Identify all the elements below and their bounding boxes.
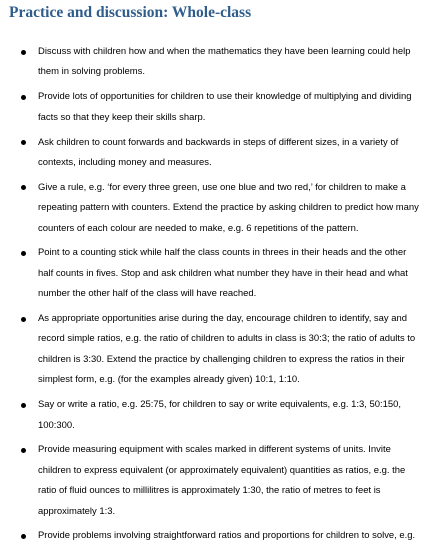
bullet-text-line: facts so that they keep their skills sharp. xyxy=(38,111,206,123)
bullet-item xyxy=(0,309,432,391)
bullet-text-line: record simple ratios, e.g. the ratio of children to adults in class is 30:3; the ratio of adults to xyxy=(38,333,416,345)
bullet-text-line: children is 3:30. Extend the practice by challenging children to express the ratios in their xyxy=(38,353,405,365)
bullet-text-line: 100:300. xyxy=(38,419,75,431)
bullet-text-line: Give a rule, e.g. ‘for every three green, use one blue and two red,’ for children to make a xyxy=(38,181,406,193)
bullet-text-line: As appropriate opportunities arise during the day, encourage children to identify, say and xyxy=(38,313,407,325)
bullet-item xyxy=(0,133,432,174)
bullet-item xyxy=(0,42,432,83)
bullet-item xyxy=(0,178,432,239)
bullet-item xyxy=(0,243,432,304)
bullet-item xyxy=(0,395,432,436)
bullet-text-line: number the other half of the class will have reached. xyxy=(38,288,257,300)
bullet-text-line: repeating pattern with counters. Extend the practice by asking children to predict how many xyxy=(38,202,419,214)
bullet-item xyxy=(0,526,432,546)
bullet-item xyxy=(0,440,432,522)
bullet-text-line: Discuss with children how and when the mathematics they have been learning could help xyxy=(38,46,411,57)
bullet-text-line: Point to a counting stick while half the class counts in threes in their heads and the other xyxy=(38,247,407,259)
bullet-dot-icon xyxy=(21,50,26,55)
bullet-dot-icon xyxy=(21,140,26,145)
bullet-text-line: counters of each colour are needed to make, e.g. 6 repetitions of the pattern. xyxy=(38,222,359,234)
bullet-text-line: Say or write a ratio, e.g. 25:75, for children to say or write equivalents, e.g. 1:3, 50:150, xyxy=(38,399,402,411)
bullet-dot-icon xyxy=(21,317,26,322)
bullet-text-line: ratio of fluid ounces to millilitres is approximately 1:30, the ratio of metres to feet is xyxy=(38,485,381,497)
bullet-dot-icon xyxy=(21,403,26,408)
bullet-text-line: them in solving problems. xyxy=(38,66,146,78)
bullet-dot-icon xyxy=(21,448,26,453)
bullet-text-line: Provide measuring equipment with scales marked in different systems of units. Invite xyxy=(38,444,391,456)
bullet-list xyxy=(0,42,432,551)
bullet-dot-icon xyxy=(21,251,26,256)
bullet-item xyxy=(0,87,432,128)
bullet-text-line: contexts, including money and measures. xyxy=(38,156,212,168)
bullet-dot-icon xyxy=(21,534,26,539)
bullet-text-line: approximately 1:3. xyxy=(38,505,116,517)
bullet-text-line: Ask children to count forwards and backwards in steps of different sizes, in a variety of xyxy=(38,136,399,148)
bullet-dot-icon xyxy=(21,185,26,190)
bullet-text-line: Provide problems involving straightforward ratios and proportions for children to solve, e.g. xyxy=(38,530,416,542)
bullet-text-line: children to express equivalent (or approximately equivalent) quantities as ratios, e.g. the xyxy=(38,464,406,476)
bullet-text-line: Provide lots of opportunities for children to use their knowledge of multiplying and dividing xyxy=(38,91,412,103)
bullet-text-line: simplest form, e.g. (for the examples already given) 10:1, 1:10. xyxy=(38,374,300,386)
bullet-dot-icon xyxy=(21,95,26,100)
section-heading: Practice and discussion: Whole-class xyxy=(9,4,252,21)
bullet-text-line: half counts in fives. Stop and ask children what number they have in their head and what xyxy=(38,267,408,279)
